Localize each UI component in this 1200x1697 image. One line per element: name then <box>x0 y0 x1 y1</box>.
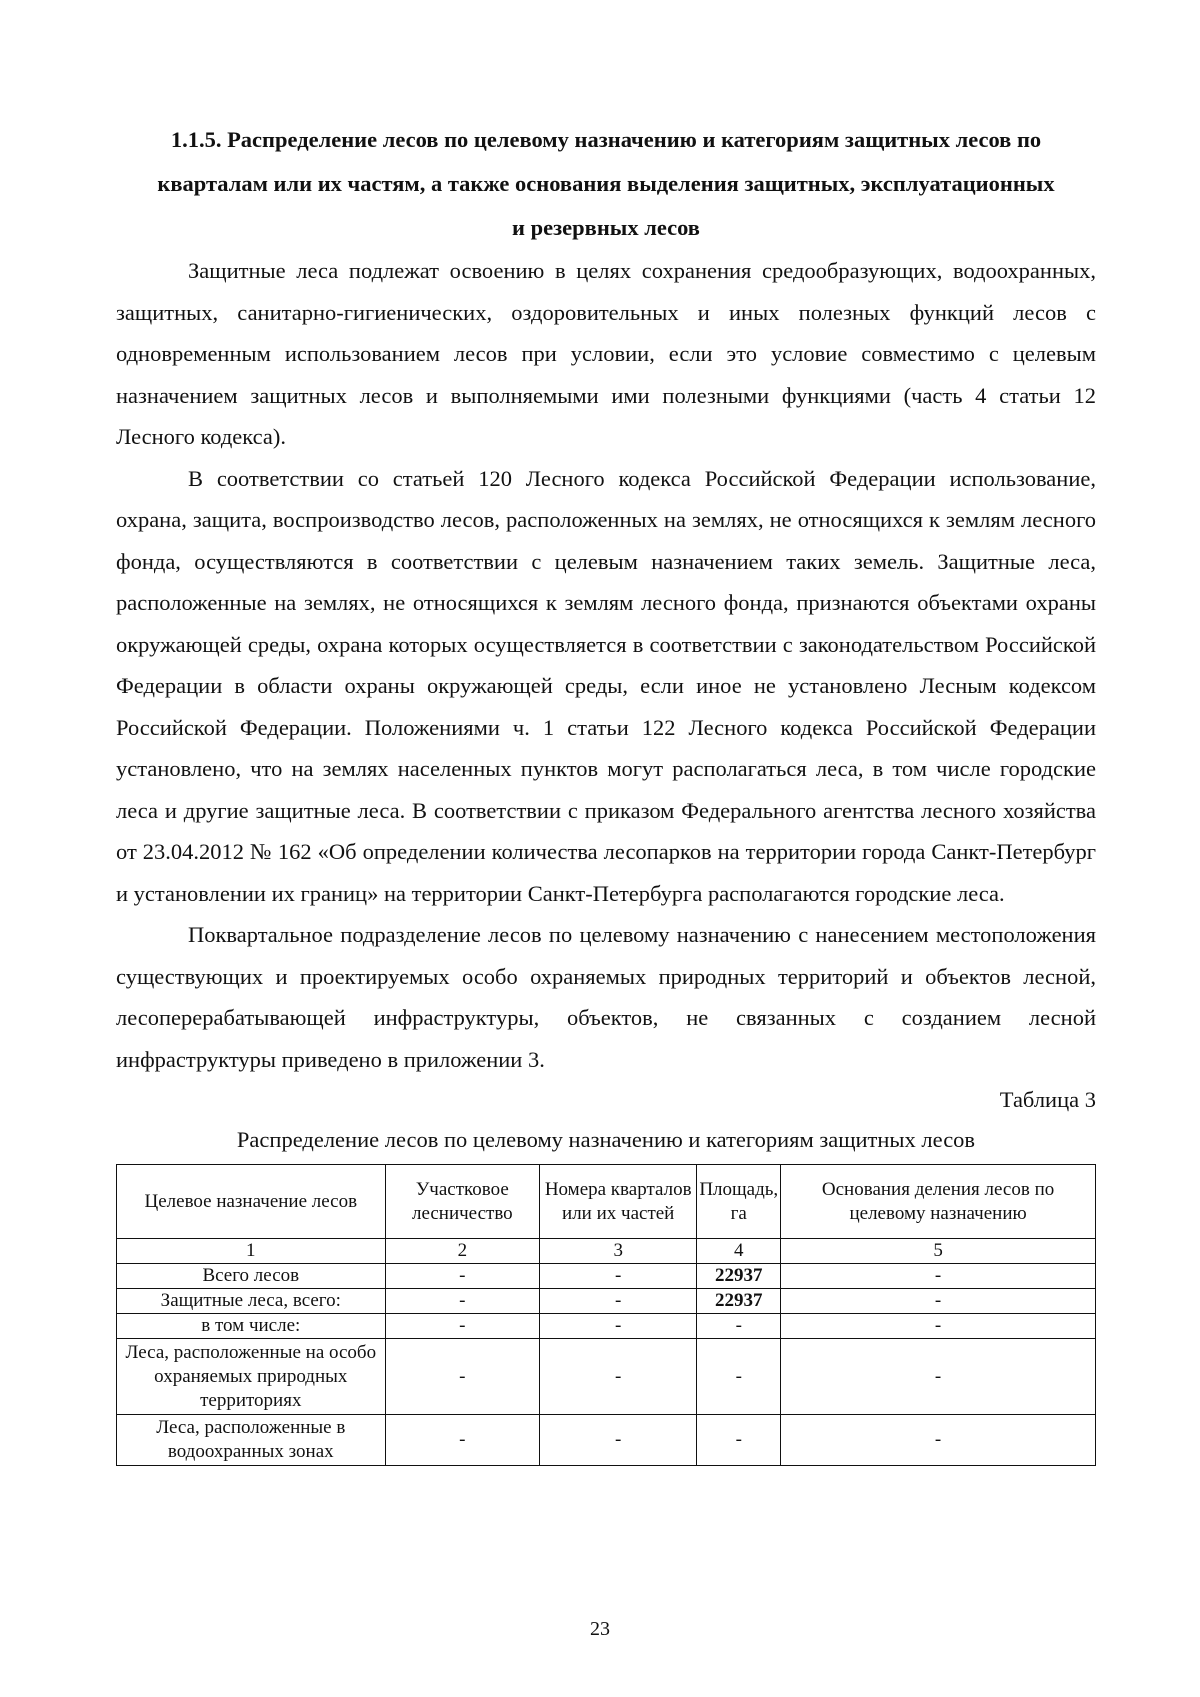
paragraph-protective-forests: Защитные леса подлежат освоению в целях сохранения средообразующих, водоохранных, защитных, санитарно-гигиенических, оздоровительных и иных полезных функций лесов с одновременным использованием лесов при условии, если это условие совместимо с целевым назначением защитных лесов и выполняемыми ими полезными функциями (часть 4 статьи 12 Лесного кодекса). <box>116 258 1096 449</box>
section-heading-line-3: и резервных лесов <box>512 215 700 240</box>
table-cell: - <box>781 1264 1096 1289</box>
section-heading-line-2: кварталам или их частям, а также основания выделения защитных, эксплуатационных <box>157 171 1055 196</box>
table-column-number: 2 <box>385 1239 539 1264</box>
table-cell: - <box>540 1314 697 1339</box>
table-cell: Леса, расположенные на особо охраняемых природных территориях <box>117 1339 386 1415</box>
table-cell: - <box>385 1264 539 1289</box>
table-cell-area: 22937 <box>697 1289 781 1314</box>
table-header-cell: Участковое лесничество <box>385 1165 539 1239</box>
table-cell: - <box>781 1415 1096 1466</box>
table-title: Распределение лесов по целевому назначению и категориям защитных лесов <box>236 1127 976 1152</box>
table-column-number: 4 <box>697 1239 781 1264</box>
section-heading-line-1: 1.1.5. Распределение лесов по целевому назначению и категориям защитных лесов по <box>170 127 1042 152</box>
table-cell: - <box>385 1289 539 1314</box>
table-header-cell: Номера кварталов или их частей <box>540 1165 697 1239</box>
table-column-number: 3 <box>540 1239 697 1264</box>
table-cell: - <box>540 1339 697 1415</box>
table-cell: - <box>540 1415 697 1466</box>
page-content <box>116 118 1096 1466</box>
table-row <box>117 1339 1096 1415</box>
paragraph-quarter-division: Поквартальное подразделение лесов по целевому назначению с нанесением местоположения существующих и проектируемых особо охраняемых природных территорий и объектов лесной, лесоперерабатывающей инфраструктуры, объектов, не связанных с созданием лесной инфраструктуры приведено в приложении 3. <box>116 922 1096 1072</box>
table-column-number: 1 <box>117 1239 386 1264</box>
table-column-number-row <box>117 1239 1096 1264</box>
table-cell: - <box>781 1289 1096 1314</box>
table-header-row <box>117 1165 1096 1239</box>
table-row <box>117 1264 1096 1289</box>
table-cell: в том числе: <box>117 1314 386 1339</box>
table-cell: - <box>540 1289 697 1314</box>
section-heading <box>116 118 1096 250</box>
table-number: Таблица 3 <box>999 1087 1096 1112</box>
table-header-cell: Целевое назначение лесов <box>117 1165 386 1239</box>
table-cell: - <box>781 1339 1096 1415</box>
table-cell: Всего лесов <box>117 1264 386 1289</box>
table-cell-area: 22937 <box>697 1264 781 1289</box>
table-cell: - <box>385 1314 539 1339</box>
table-row <box>117 1415 1096 1466</box>
table-column-number: 5 <box>781 1239 1096 1264</box>
table-cell: - <box>540 1264 697 1289</box>
table-cell: - <box>385 1415 539 1466</box>
table-cell: Защитные леса, всего: <box>117 1289 386 1314</box>
table-cell-area: - <box>697 1314 781 1339</box>
table-row <box>117 1314 1096 1339</box>
paragraph-forest-code: В соответствии со статьей 120 Лесного кодекса Российской Федерации использование, охрана, защита, воспроизводство лесов, расположенных на землях, не относящихся к землям лесного фонда, осуществляются в соответствии с целевым назначением таких земель. Защитные леса, расположенные на землях, не относящихся к землям лесного фонда, признаются объектами охраны окружающей среды, охрана которых осуществляется в соответствии с законодательством Российской Федерации в области охраны окружающей среды, если иное не установлено Лесным кодексом Российской Федерации. Положениями ч. 1 статьи 122 Лесного кодекса Российской Федерации установлено, что на землях населенных пунктов могут располагаться леса, в том числе городские леса и другие защитные леса. В соответствии с приказом Федерального агентства лесного хозяйства от 23.04.2012 № 162 «Об определении количества лесопарков на территории города Санкт-Петербург и установлении их границ» на территории Санкт-Петербурга располагаются городские леса. <box>116 465 1096 906</box>
table-header-cell: Основания деления лесов по целевому назначению <box>781 1165 1096 1239</box>
table-cell: - <box>781 1314 1096 1339</box>
table-row <box>117 1289 1096 1314</box>
forest-distribution-table <box>116 1164 1096 1466</box>
table-cell-area: - <box>697 1339 781 1415</box>
table-cell: Леса, расположенные в водоохранных зонах <box>117 1415 386 1466</box>
table-cell-area: - <box>697 1415 781 1466</box>
table-cell: - <box>385 1339 539 1415</box>
table-header-cell: Площадь, га <box>697 1165 781 1239</box>
page-number: 23 <box>590 1618 610 1640</box>
